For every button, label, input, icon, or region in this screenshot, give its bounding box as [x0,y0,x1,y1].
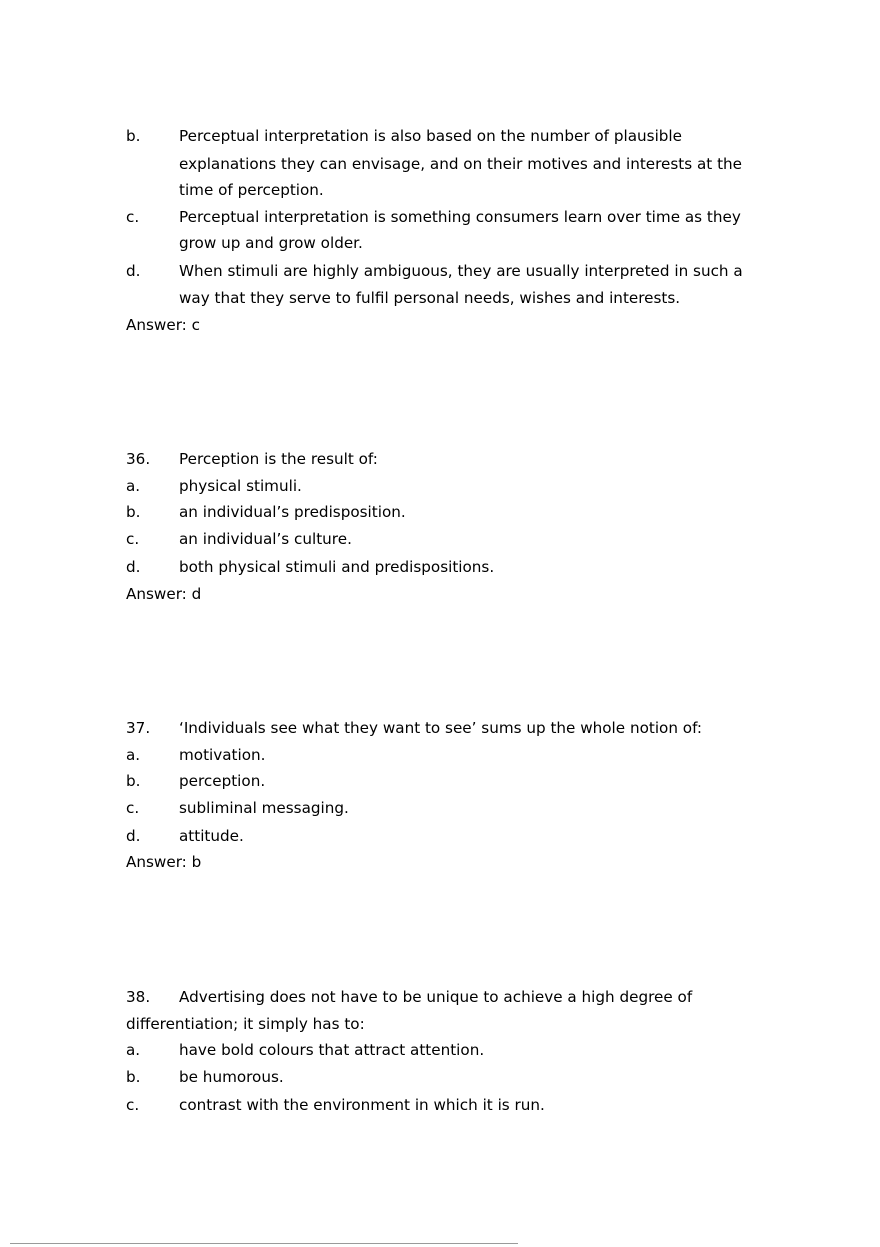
option-text: Perceptual interpretation is something consumers learn over time as they [179,208,741,226]
option-text: perception. [179,772,266,790]
answer: Answer: d [126,585,202,603]
question-text: ‘Individuals see what they want to see’ sums up the whole notion of: [179,719,703,737]
option-letter: c. [126,1096,140,1114]
option-text: time of perception. [179,181,324,199]
option-text: have bold colours that attract attention. [179,1041,485,1059]
option-text: contrast with the environment in which it is run. [179,1096,545,1114]
question-text-continued: differentiation; it simply has to: [126,1015,365,1033]
option-text: an individual’s predisposition. [179,503,406,521]
option-letter: d. [126,558,141,576]
option-letter: b. [126,503,141,521]
option-letter: a. [126,1041,141,1059]
question-text: Perception is the result of: [179,450,378,468]
question-number: 38. [126,988,151,1006]
option-text: subliminal messaging. [179,799,349,817]
option-text: an individual’s culture. [179,530,352,548]
option-letter: b. [126,1068,141,1086]
option-letter: c. [126,799,140,817]
option-text: Perceptual interpretation is also based on the number of plausible [179,127,682,145]
page-footer-divider [10,1243,518,1244]
option-letter: a. [126,477,141,495]
question-number: 37. [126,719,151,737]
option-text: explanations they can envisage, and on their motives and interests at the [179,155,742,173]
option-text: way that they serve to fulfil personal needs, wishes and interests. [179,289,681,307]
option-letter: b. [126,127,141,145]
option-letter: a. [126,746,141,764]
question-text: Advertising does not have to be unique to achieve a high degree of [179,988,693,1006]
option-text: When stimuli are highly ambiguous, they are usually interpreted in such a [179,262,743,280]
option-text: physical stimuli. [179,477,302,495]
option-letter: c. [126,530,140,548]
answer: Answer: c [126,316,200,334]
option-letter: c. [126,208,140,226]
option-letter: b. [126,772,141,790]
option-text: attitude. [179,827,244,845]
option-text: both physical stimuli and predispositions. [179,558,495,576]
answer: Answer: b [126,853,202,871]
option-letter: d. [126,262,141,280]
option-letter: d. [126,827,141,845]
option-text: be humorous. [179,1068,284,1086]
option-text: motivation. [179,746,266,764]
question-number: 36. [126,450,151,468]
option-text: grow up and grow older. [179,234,363,252]
